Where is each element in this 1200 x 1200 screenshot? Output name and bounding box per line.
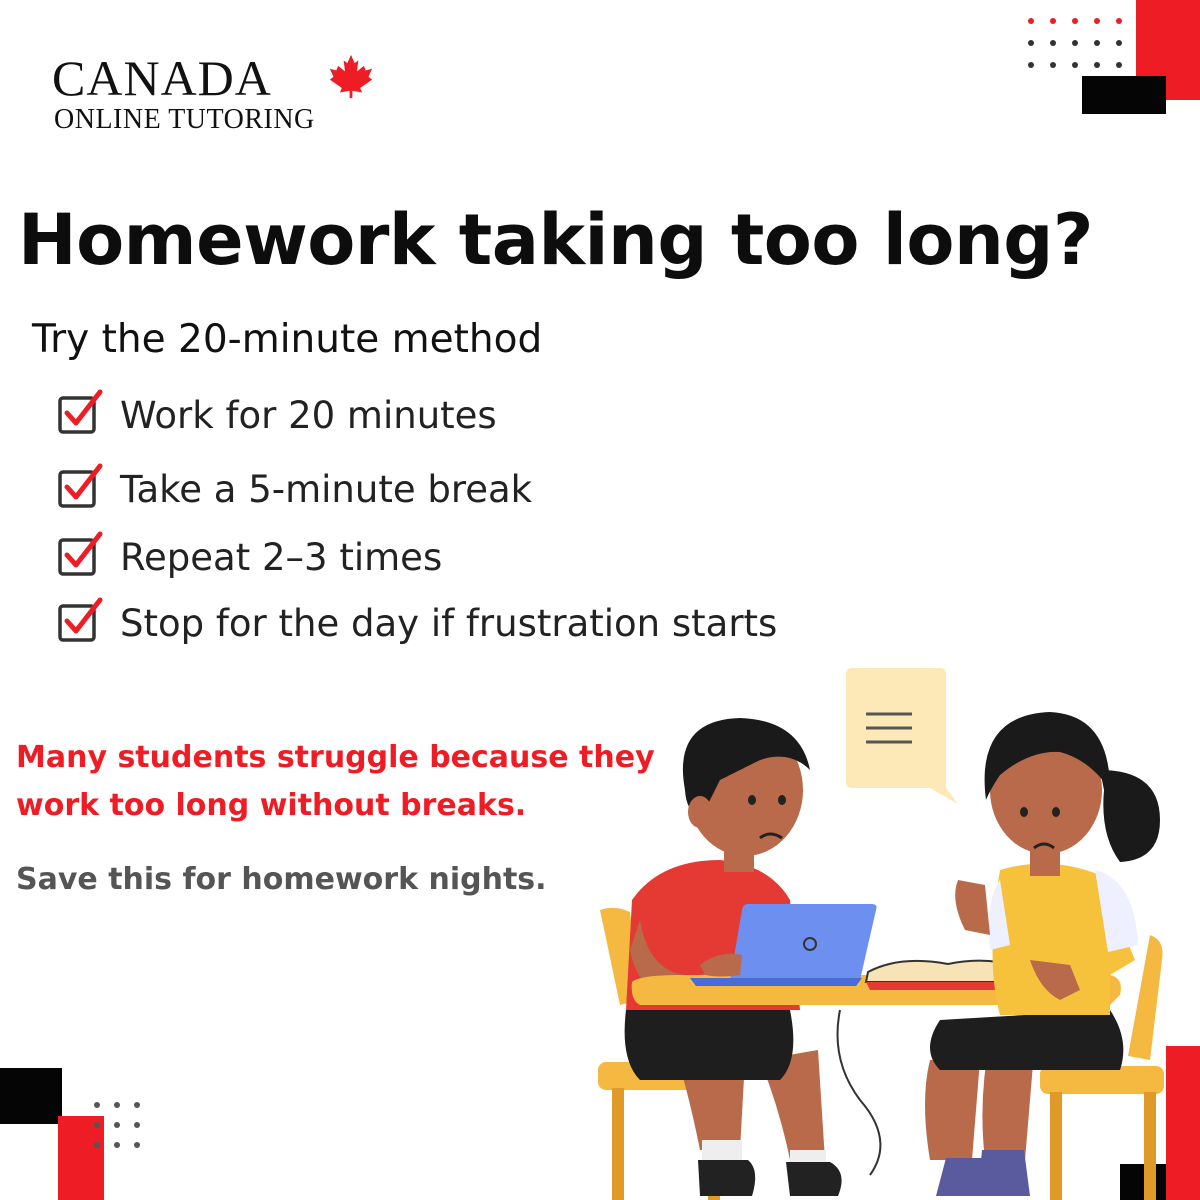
decorative-dot (1116, 18, 1122, 24)
decorative-dot (134, 1142, 140, 1148)
checklist-item-label: Work for 20 minutes (120, 394, 497, 437)
checkbox-checked-icon (56, 596, 106, 646)
brand-logo (52, 52, 392, 142)
decorative-dot (114, 1142, 120, 1148)
decorative-dot (1028, 18, 1034, 24)
decorative-dot (1094, 18, 1100, 24)
decorative-dot (1050, 18, 1056, 24)
decorative-dot (134, 1102, 140, 1108)
girl-student-icon (925, 712, 1160, 1196)
page-title: Homework taking too long? (18, 199, 1093, 281)
decorative-dot (94, 1102, 100, 1108)
checklist-item-label: Repeat 2–3 times (120, 536, 443, 579)
decorative-dot (1072, 40, 1078, 46)
decorative-dot (1094, 40, 1100, 46)
decorative-dot (1116, 62, 1122, 68)
highlight-message: Many students struggle because they work too long without breaks. (16, 740, 655, 823)
decorative-dot (134, 1122, 140, 1128)
decorative-dot (1072, 18, 1078, 24)
decorative-dot (1072, 62, 1078, 68)
decorative-dot (114, 1122, 120, 1128)
decorative-dot (94, 1122, 100, 1128)
black-accent-block (1082, 76, 1166, 114)
logo-title: CANADA (52, 50, 272, 106)
checkbox-checked-icon (56, 462, 106, 512)
checkbox-checked-icon (56, 530, 106, 580)
decorative-dot (1028, 40, 1034, 46)
decorative-dot (1094, 62, 1100, 68)
speech-bubble-icon (846, 668, 958, 804)
decorative-dot (1050, 40, 1056, 46)
decorative-dot (114, 1102, 120, 1108)
students-studying-illustration (590, 660, 1200, 1200)
decorative-dot (1050, 62, 1056, 68)
checklist-item-label: Take a 5-minute break (120, 468, 533, 511)
decorative-dot (1028, 62, 1034, 68)
checkbox-checked-icon (56, 388, 106, 438)
decorative-dot (94, 1142, 100, 1148)
call-to-action-text: Save this for homework nights. (16, 862, 547, 897)
decorative-dot (1116, 40, 1122, 46)
maple-leaf-icon (328, 52, 374, 100)
black-accent-block (0, 1068, 62, 1124)
red-accent-block (58, 1116, 104, 1200)
subheading: Try the 20-minute method (32, 317, 543, 362)
checklist-item-label: Stop for the day if frustration starts (120, 602, 778, 645)
logo-subtitle: ONLINE TUTORING (54, 104, 315, 135)
